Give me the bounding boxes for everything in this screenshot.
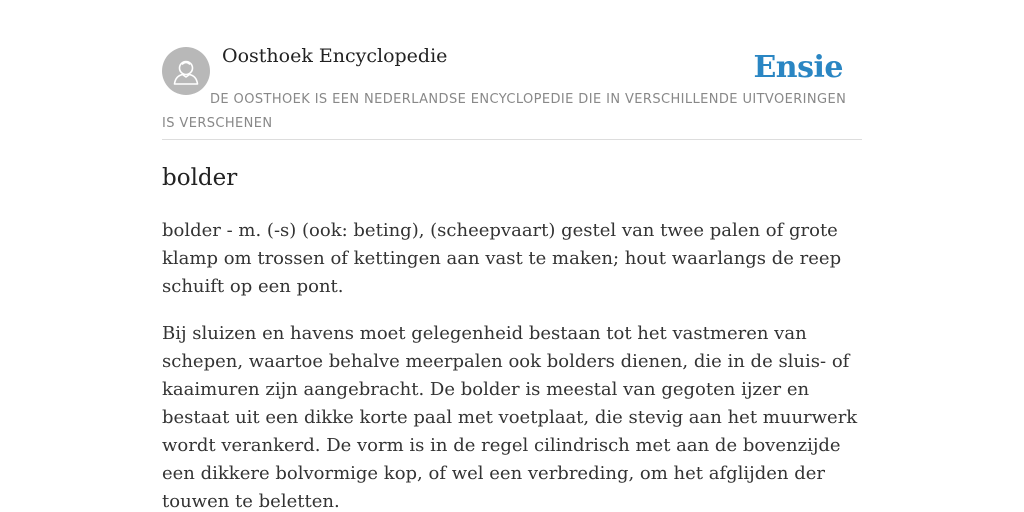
article-paragraph: Bij sluizen en havens moet gelegenheid bestaan tot het vastmeren van schepen, waartoe behalve meerpalen ook bolders dienen, die in de sluis- of kaaimuren zijn aangebracht. De bolder is meestal van gegoten ijzer en bestaat uit een dikke korte paal met voetplaat, die stevig aan het muurwerk wordt verankerd. De vorm is in de regel cilindrisch met aan de bovenzijde een dikkere bolvormige kop, of wel een verbreding, om het afglijden der touwen te beletten. — [162, 323, 858, 512]
brand-logo[interactable]: Ensie — [753, 50, 843, 85]
content-column — [162, 0, 862, 512]
article-paragraph: bolder - m. (-s) (ook: beting), (scheepvaart) gestel van twee palen of grote klamp om trossen of kettingen aan vast te maken; hout waarlangs de reep schuift op een pont. — [162, 220, 842, 297]
article-headword: bolder — [162, 165, 238, 191]
source-title[interactable]: Oosthoek Encyclopedie — [222, 45, 448, 67]
source-header — [162, 0, 862, 140]
source-tagline: DE OOSTHOEK IS EEN NEDERLANDSE ENCYCLOPEDIE DIE IN VERSCHILLENDE UITVOERINGEN IS VERSCHENEN — [162, 92, 847, 131]
